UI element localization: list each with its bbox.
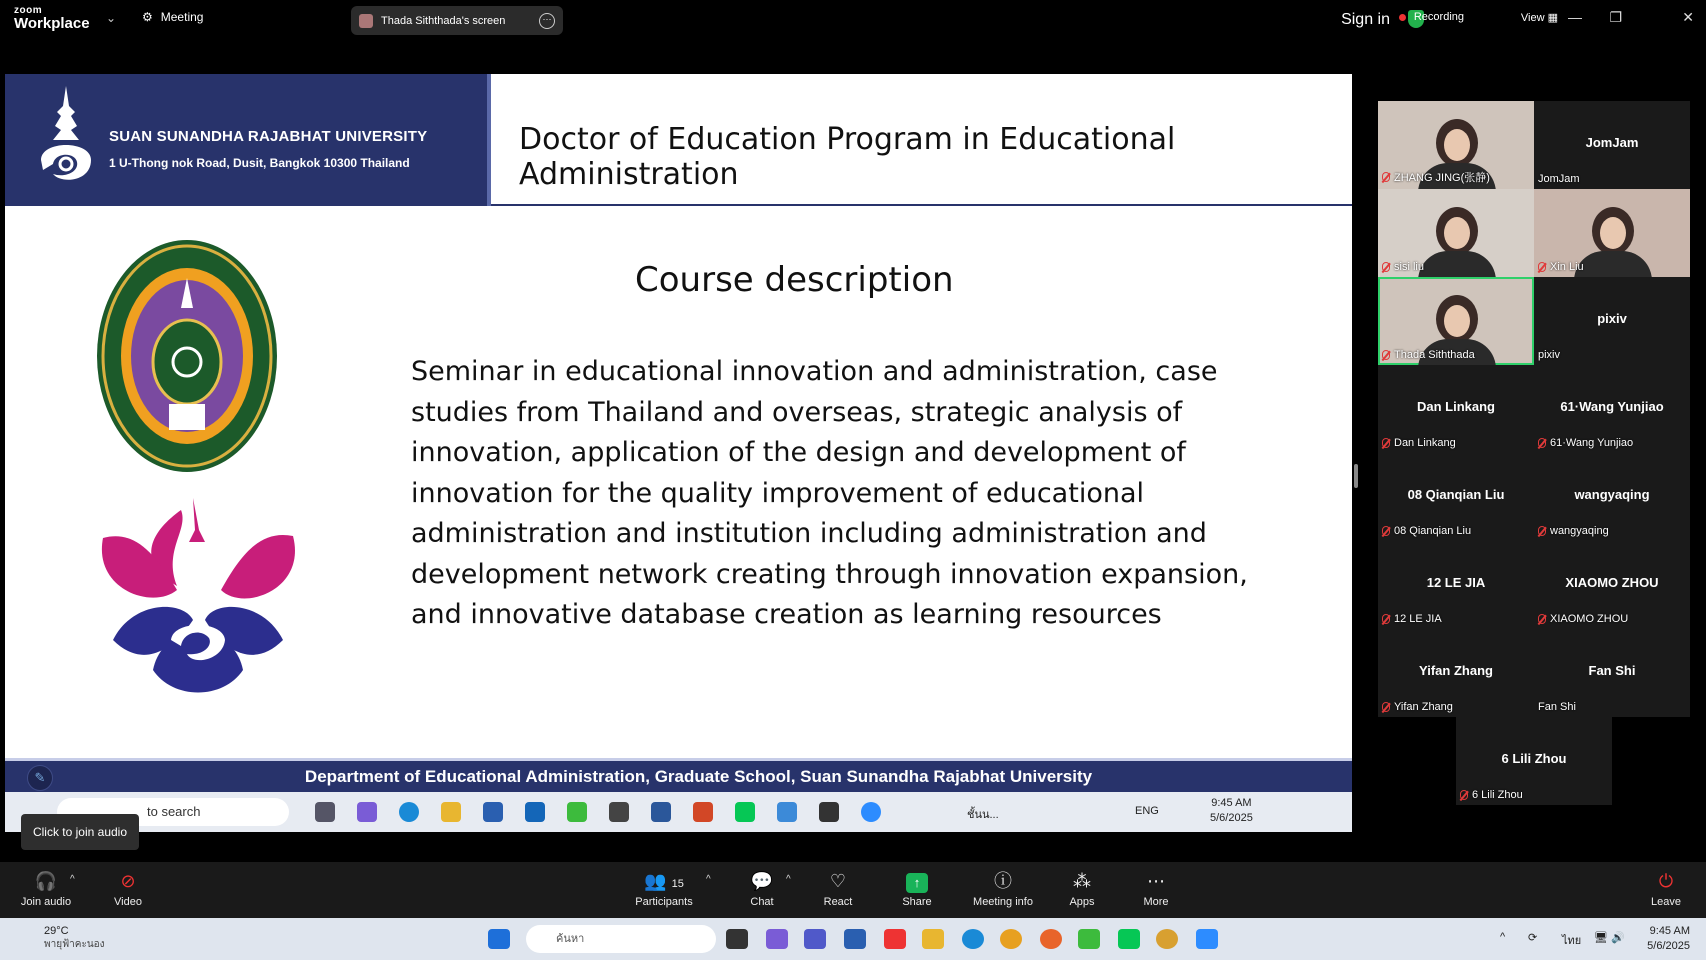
weather-desc: พายุฟ้าคะนอง [44,939,105,950]
participant-tile[interactable] [1378,629,1534,717]
participants-icon: 👥 15 [644,871,684,891]
university-name: SUAN SUNANDHA RAJABHAT UNIVERSITY [109,128,428,145]
minimize-icon[interactable]: — [1568,9,1582,25]
chat-label: Chat [750,896,774,908]
leave-icon: ⏻ [1658,871,1674,891]
university-banner [5,74,491,206]
headphones-icon: 🎧 [34,871,58,891]
meeting-tab-label: Meeting [160,10,204,24]
mic-muted-icon [1538,526,1546,536]
participant-name: sisi liu [1394,261,1424,273]
participant-name: Dan Linkang [1394,437,1456,449]
mic-muted-icon [1538,262,1546,272]
recording-dot-icon [1399,14,1406,21]
mic-muted-icon [1382,702,1390,712]
participant-body [1574,251,1652,277]
anydesk-icon[interactable] [884,929,906,949]
chevron-down-icon[interactable]: ⌄ [106,11,117,25]
join-audio-tooltip: Click to join audio [21,814,139,850]
shared-tray-lang: ENG [1135,805,1159,817]
grid-icon: ▦ [1547,12,1558,24]
participant-tile[interactable] [1534,189,1690,277]
more-button[interactable] [1142,870,1170,908]
recording-label: Recording [1413,11,1464,23]
taskbar-time: 9:45 AM [1649,925,1690,937]
store-icon[interactable] [844,929,866,949]
react-label: React [823,896,853,908]
taskbar-search-box[interactable]: ค้นหา [526,925,716,953]
store-icon [483,802,503,822]
mic-muted-icon [1382,350,1390,360]
word-icon [651,802,671,822]
task-view-icon [315,802,335,822]
task-view-icon[interactable] [726,929,748,949]
apps-label: Apps [1069,896,1095,908]
course-title: Course description [635,260,954,300]
apps-icon: ⁂ [1073,871,1091,891]
participant-name: 6 Lili Zhou [1472,789,1523,801]
shared-clock [1210,796,1253,826]
leave-label: Leave [1651,896,1681,908]
participants-label: Participants [635,896,693,908]
share-button[interactable] [902,870,932,908]
participant-name: 12 LE JIA [1394,613,1442,625]
participant-display-name: Dan Linkang [1416,399,1495,414]
share-label: Share [902,896,932,908]
shared-screen-slide [5,74,1352,832]
mic-muted-icon [1382,614,1390,624]
taskbar-date: 5/6/2025 [1647,940,1690,952]
apps-button[interactable] [1068,870,1096,908]
recording-indicator[interactable] [1403,11,1464,23]
more-icon: ⋯ [1147,871,1165,891]
network-volume-icon[interactable]: 🖥 🔊 [1594,932,1625,944]
mic-muted-icon [1382,262,1390,272]
mic-muted-icon [1382,438,1390,448]
video-label: Video [114,896,142,908]
participant-name-label [1538,261,1584,273]
zoom-icon [861,802,881,822]
participant-face [1444,305,1470,337]
chrome-icon[interactable] [1000,929,1022,949]
university-seal-icon [95,238,279,474]
file-explorer-icon [441,802,461,822]
meeting-controls-toolbar [0,862,1706,918]
shared-screen-label: Thada Siththada's screen [381,14,506,27]
participants-caret-icon[interactable]: ^ [706,874,711,885]
participant-tile[interactable] [1378,277,1534,365]
participants-button[interactable] [634,870,694,908]
windows-taskbar [0,918,1706,960]
taskbar-clock[interactable] [1647,924,1690,954]
participant-tile[interactable] [1378,365,1534,453]
shared-date: 5/6/2025 [1210,812,1253,824]
participant-tile[interactable] [1534,365,1690,453]
participant-name-label [1538,173,1580,185]
meeting-tab[interactable] [142,10,203,24]
start-icon[interactable] [488,929,510,949]
participant-face [1444,217,1470,249]
sync-icon[interactable]: ⟳ [1528,932,1538,944]
gear-icon: ⚙ [142,10,153,24]
participant-tile[interactable] [1534,541,1690,629]
participant-name-label [1382,349,1475,361]
wechat-icon[interactable] [1078,929,1100,949]
participant-tile[interactable] [1378,541,1534,629]
file-explorer-icon[interactable] [922,929,944,949]
participant-name-label [1382,261,1424,273]
join-audio-label: Join audio [20,896,72,908]
participant-name: JomJam [1538,173,1580,185]
line-icon[interactable] [1118,929,1140,949]
mic-muted-icon [1382,172,1390,182]
participant-name-label [1538,701,1576,713]
participant-display-name: Fan Shi [1588,663,1636,678]
university-emblem-icon [31,82,101,192]
line-icon [735,802,755,822]
participant-face [1600,217,1626,249]
wechat-icon [567,802,587,822]
sharer-avatar [359,14,373,28]
zoom-workplace-logo[interactable] [14,6,90,31]
shared-screen-tab[interactable] [351,6,563,35]
share-arrow-icon: ↑ [906,873,928,893]
chat-button[interactable] [748,870,776,908]
chat-icon: 💬 [750,871,774,891]
close-icon[interactable]: ✕ [1682,9,1694,25]
zoom-title-bar [0,0,1706,38]
view-menu-button[interactable] [1521,11,1558,24]
app-icon [819,802,839,822]
zoom-icon[interactable] [1196,929,1218,949]
participant-name: 08 Qianqian Liu [1394,525,1472,537]
sign-in-link[interactable]: Sign in [1341,11,1390,28]
outlook-icon [525,802,545,822]
video-off-icon: ⊘ [120,871,136,891]
chrome-profile-icon[interactable] [1156,929,1178,949]
participant-display-name: Yifan Zhang [1419,663,1493,678]
participant-display-name: JomJam [1585,135,1639,150]
participant-name-label [1382,169,1490,185]
edge-icon [399,802,419,822]
participant-name: 61·Wang Yunjiao [1550,437,1634,449]
program-title: Doctor of Education Program in Educational Administration [519,122,1176,192]
participants-count: 15 [671,878,684,890]
participant-display-name: XIAOMO ZHOU [1565,575,1659,590]
info-icon: ⓘ [994,871,1012,891]
participant-name-label [1382,525,1471,537]
participant-display-name: 6 Lili Zhou [1501,751,1567,766]
meeting-info-label: Meeting info [973,896,1033,908]
shared-windows-taskbar [5,792,1352,832]
photos-icon [777,802,797,822]
copilot-icon [357,802,377,822]
participant-display-name: wangyaqing [1574,487,1650,502]
participant-name: Thada Siththada [1394,349,1475,361]
participant-name: pixiv [1538,349,1561,361]
header-divider [491,204,1352,206]
participant-display-name: 08 Qianqian Liu [1407,487,1505,502]
participant-display-name: 12 LE JIA [1426,575,1486,590]
shared-time: 9:45 AM [1211,797,1252,809]
restore-icon[interactable]: ❐ [1609,9,1622,25]
participant-name-label [1538,613,1628,625]
participant-name-label [1382,437,1456,449]
participant-name-label [1382,701,1453,713]
participant-name-label [1538,525,1609,537]
shared-tray-status: ชั้นน... [967,809,999,821]
participant-name: ZHANG JING(张静) [1394,172,1490,184]
participant-name-label [1382,613,1442,625]
mic-muted-icon [1460,790,1468,800]
edge-icon[interactable] [962,929,984,949]
weather-widget[interactable] [18,924,105,952]
mic-muted-icon [1538,614,1546,624]
participant-face [1444,129,1470,161]
heart-icon: ♡ [829,871,847,891]
participant-name: Fan Shi [1538,701,1576,713]
participant-tile[interactable] [1534,277,1690,365]
annotate-pen-icon[interactable]: ✎ [27,765,53,791]
logo-top-text: zoom [14,5,43,16]
powerpoint-icon [693,802,713,822]
input-language[interactable]: ไทย [1562,935,1582,947]
participant-tile[interactable] [1378,189,1534,277]
participant-tile[interactable] [1378,101,1534,189]
meeting-info-button[interactable] [972,870,1034,908]
mic-muted-icon [1538,438,1546,448]
participant-display-name: 61·Wang Yunjiao [1560,399,1664,414]
participant-tile[interactable] [1456,717,1612,805]
participant-name-label [1538,349,1560,361]
participant-tile[interactable] [1378,453,1534,541]
participant-tile[interactable] [1534,101,1690,189]
participant-tile[interactable] [1534,629,1690,717]
mic-muted-icon [1382,526,1390,536]
participant-display-name: pixiv [1597,311,1627,326]
react-button[interactable] [822,870,854,908]
participant-name: wangyaqing [1550,525,1609,537]
university-address: 1 U-Thong nok Road, Dusit, Bangkok 10300 Thailand [109,156,410,170]
participant-tile[interactable] [1534,453,1690,541]
course-description: Seminar in educational innovation and administration, case studies from Thailand and overseas, strategic analysis of innovation, application of the design and development of innovation for the quality improvement of educational administration and institution including administration and development network creating through innovation expansion, and innovative database creation as learning resources [411,356,1248,630]
orchid-logo-icon [93,490,307,702]
settings-icon [609,802,629,822]
tray-overflow-icon[interactable]: ^ [1500,931,1506,943]
participant-name: XIAOMO ZHOU [1550,613,1629,625]
logo-bottom-text: Workplace [14,15,90,32]
teams-icon[interactable] [804,929,826,949]
slide-footer: Department of Educational Administration, Graduate School, Suan Sunandha Rajabhat University [5,758,1352,792]
participant-body [1418,251,1496,277]
more-options-icon[interactable]: ··· [539,13,555,29]
participant-name: Xin Liu [1550,261,1584,273]
view-label: View [1520,12,1545,24]
copilot-icon[interactable] [766,929,788,949]
join-audio-button[interactable] [20,870,72,908]
participant-name: Yifan Zhang [1394,701,1453,713]
shared-taskbar-search: to search [57,798,289,826]
more-label: More [1143,896,1169,908]
weather-temp: 29°C [44,925,69,937]
participant-name-label [1538,437,1633,449]
leave-button[interactable] [1650,870,1682,908]
participant-name-label [1460,789,1523,801]
video-button[interactable] [108,870,148,908]
chat-caret-icon[interactable]: ^ [786,874,791,885]
audio-options-caret-icon[interactable]: ^ [70,874,75,885]
firefox-icon[interactable] [1040,929,1062,949]
panel-resize-handle[interactable] [1354,464,1358,488]
